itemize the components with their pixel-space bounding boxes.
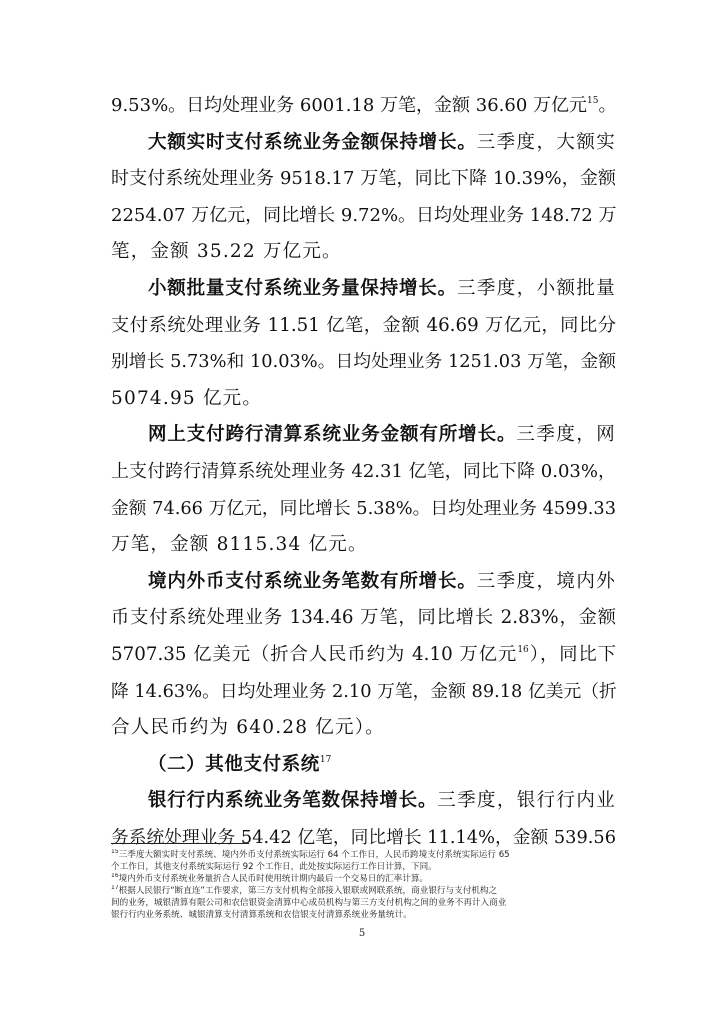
- footnote-15: [111, 849, 616, 861]
- paragraph-line: 2254.07 万亿元，同比增长 9.72%。日均处理业务 148.72 万: [111, 204, 617, 226]
- paragraph-line: 万笔，金额 8115.34 亿元。: [111, 534, 368, 556]
- paragraph-line: [111, 88, 616, 125]
- text-run: 三季度，境内外: [476, 570, 616, 592]
- paragraph-line: [111, 417, 616, 454]
- section-title: （二）其他支付系统: [148, 753, 320, 775]
- footnote-17: [111, 885, 616, 897]
- paragraph-line: 5074.95 亿元。: [111, 387, 263, 409]
- text-run: 三季度，小额批量: [456, 277, 616, 299]
- footnote-text: 根据人民银行“断直连”工作要求，第三方支付机构全部接入银联或网联系统，商业银行与支付机构之: [118, 886, 498, 896]
- footnote-ref-16[interactable]: 16: [517, 644, 529, 655]
- paragraph-line: 合人民币约为 640.28 亿元）。: [111, 717, 385, 739]
- paragraph-line: 币支付系统处理业务 134.46 万笔，同比增长 2.83%，金额: [111, 607, 616, 629]
- paragraph-line: [111, 125, 616, 162]
- text-run: 。: [598, 95, 617, 116]
- footnote-ref-15[interactable]: 15: [587, 96, 599, 106]
- text-run: 9.53%。日均处理业务 6001.18 万笔，金额 36.60 万亿元: [111, 95, 588, 116]
- paragraph-heading: 境内外币支付系统业务笔数有所增长。: [148, 570, 477, 592]
- paragraph-line: 时支付系统处理业务 9518.17 万笔，同比下降 10.39%，金额: [111, 168, 616, 190]
- paragraph-line: [111, 637, 616, 674]
- paragraph-line: 金额 74.66 万亿元，同比增长 5.38%。日均处理业务 4599.33: [111, 498, 616, 519]
- paragraph-line: [111, 564, 616, 601]
- body-text: [111, 88, 616, 856]
- footnote-number: 15: [111, 849, 119, 855]
- paragraph-line: 别增长 5.73%和 10.03%。日均处理业务 1251.03 万笔，金额: [111, 352, 616, 373]
- paragraph-heading: 大额实时支付系统业务金额保持增长。: [148, 131, 477, 153]
- footnote-17-cont: 间的业务，城银清算有限公司和农信银资金清算中心成员机构与第三方支付机构之间的业务不再计入商业: [111, 898, 507, 908]
- footnote-16: [111, 873, 616, 885]
- paragraph-heading: 网上支付跨行清算系统业务金额有所增长。: [148, 424, 517, 446]
- text-run: ），同比下: [528, 643, 616, 665]
- page-number: 5: [358, 928, 366, 939]
- paragraph-heading: 银行行内系统业务笔数保持增长。: [148, 790, 438, 812]
- footnote-text: 三季度大额实时支付系统、境内外币支付系统实际运行 64 个工作日，人民币跨境支付系统实际运行 65: [118, 850, 510, 860]
- footnote-17-cont: 银行行内业务系统、城银清算支付清算系统和农信银支付清算系统业务量统计。: [111, 910, 412, 920]
- footnote-number: 17: [111, 885, 119, 891]
- paragraph-line: [111, 783, 616, 820]
- paragraph-heading: 小额批量支付系统业务量保持增长。: [148, 277, 457, 299]
- paragraph-line: 降 14.63%。日均处理业务 2.10 万笔，金额 89.18 亿美元（折: [111, 681, 617, 702]
- paragraph-line: 笔，金额 35.22 万亿元。: [111, 241, 342, 263]
- footnote-number: 16: [111, 873, 119, 879]
- footnote-ref-17[interactable]: 17: [319, 754, 332, 765]
- paragraph-line: 支付系统处理业务 11.51 亿笔，金额 46.69 万亿元，同比分: [111, 314, 616, 336]
- text-run: 三季度，大额实: [476, 131, 616, 153]
- section-heading: [111, 747, 616, 784]
- paragraph-line: [111, 271, 616, 308]
- paragraph-line: 上支付跨行清算系统处理业务 42.31 亿笔，同比下降 0.03%，: [111, 460, 616, 482]
- footnote-15-cont: 个工作日，其他支付系统实际运行 92 个工作日，此处按实际运行工作日计算，下同。: [111, 862, 437, 872]
- footnotes: [111, 849, 616, 921]
- text-run: 三季度，银行行内业: [437, 790, 616, 812]
- text-run: 5707.35 亿美元（折合人民币约为 4.10 万亿元: [111, 643, 518, 665]
- paragraph-line: 务系统处理业务 54.42 亿笔，同比增长 11.14%，金额 539.56: [111, 827, 616, 848]
- text-run: 三季度，网: [516, 424, 616, 446]
- footnote-text: 境内外币支付系统业务量折合人民币时使用统计期内最后一个交易日的汇率计算。: [118, 874, 429, 884]
- footnote-separator: [111, 843, 249, 844]
